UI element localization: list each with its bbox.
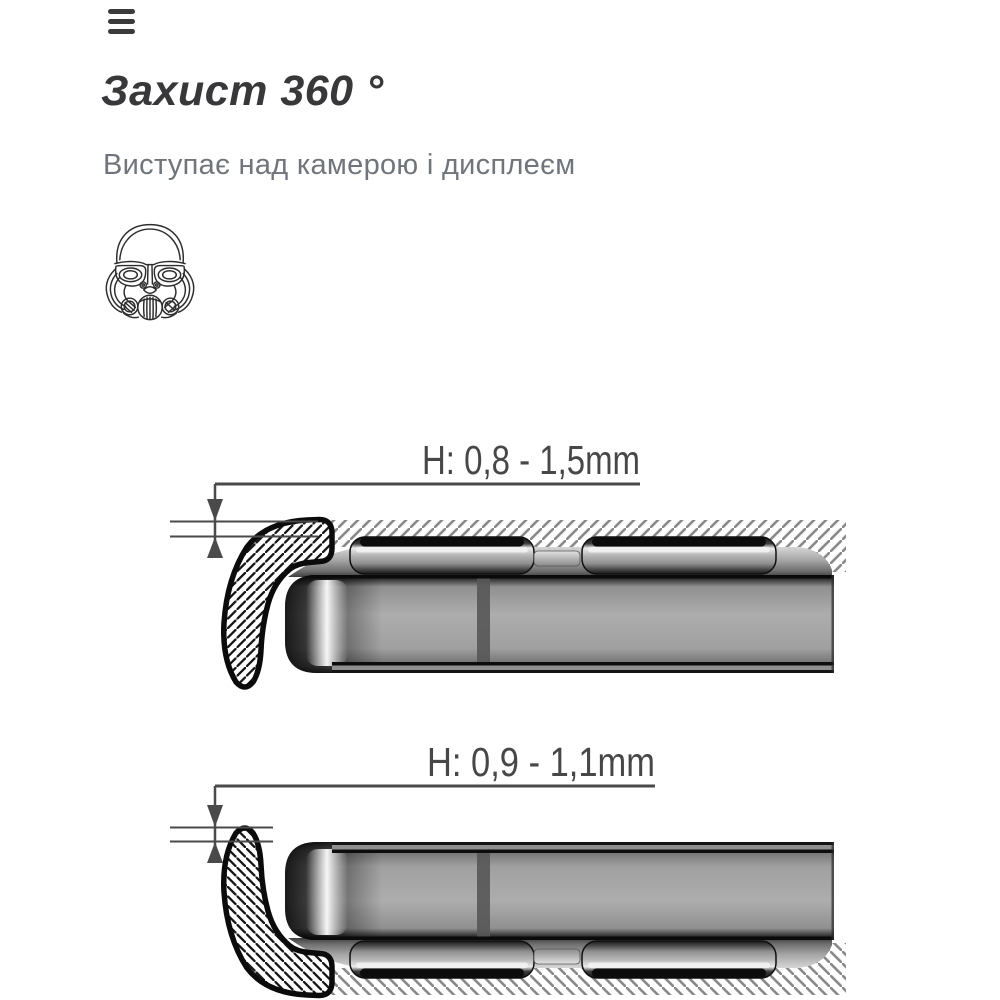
dimension-label-bottom: H: 0,9 - 1,1mm <box>427 739 655 785</box>
brand-logo <box>100 212 200 324</box>
stormtrooper-helmet-icon <box>100 212 200 324</box>
diagram-camera-side <box>170 437 846 687</box>
page-title: Захист 360 ° <box>101 67 384 115</box>
dimension-label-top: H: 0,8 - 1,5mm <box>422 437 640 483</box>
menu-button[interactable] <box>108 9 136 37</box>
case-protrusion-diagrams <box>170 420 1000 1000</box>
page-subtitle: Виступає над камерою і дисплеєм <box>103 149 576 181</box>
diagram-display-side <box>170 739 846 996</box>
hamburger-icon <box>108 9 136 34</box>
